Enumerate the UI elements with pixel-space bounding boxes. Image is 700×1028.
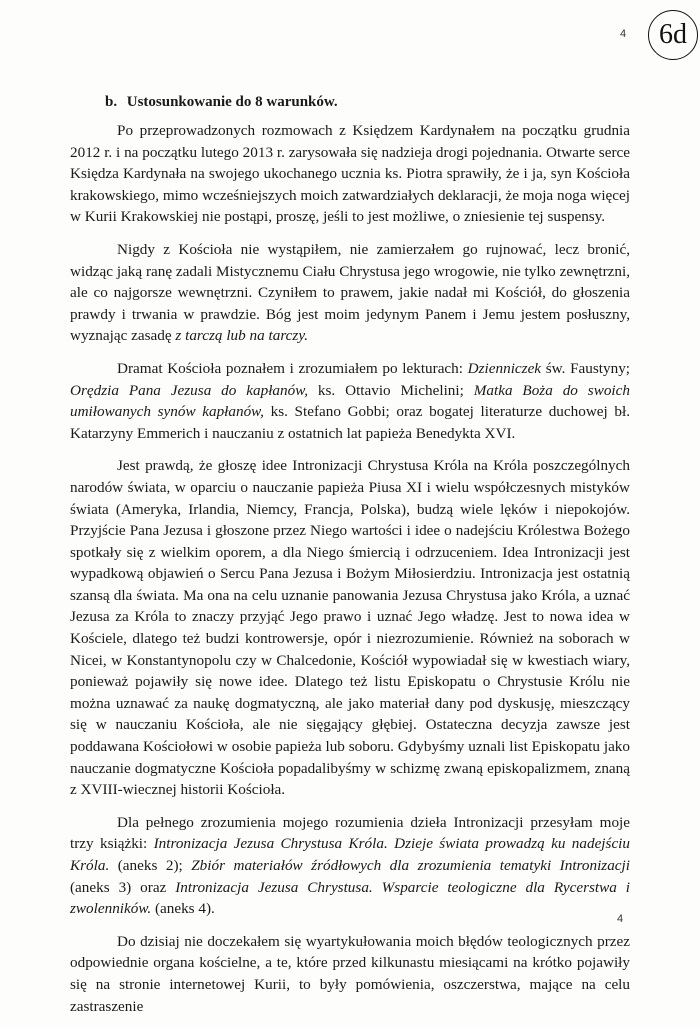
paragraph-readings	[70, 358, 630, 444]
paragraph-text: Dla pełnego zrozumienia mojego rozumienia dzieła Intronizacji przesyłam moje trzy książki:	[70, 813, 630, 853]
paragraph-text: ks. Ottavio Michelini;	[308, 381, 474, 399]
paragraph-never-left-church	[70, 239, 630, 347]
paragraph-text: św. Faustyny;	[541, 359, 631, 377]
italic-title-text: z tarczą lub na tarczy.	[175, 327, 309, 345]
paragraph-text: (aneks 2);	[109, 857, 192, 874]
italic-title-text: Dzienniczek	[467, 359, 542, 377]
circled-stamp-label: 6d	[648, 10, 698, 60]
italic-title-text: Orędzia Pana Jezusa do kapłanów,	[70, 381, 308, 399]
italic-title-text: Intronizacja Jezusa Chrystusa. Wsparcie teologiczne dla Rycerstwa i zwolenników.	[70, 878, 630, 918]
paragraph-text: ks. Stefano Gobbi; oraz bogatej literaturze duchowej bł. Katarzyny Emmerich i nauczaniu z ostatnich lat papieża Benedykta XVI.	[70, 403, 630, 442]
paragraph-text: Jest prawdą, że głoszę idee Intronizacji Chrystusa Króla na Króla poszczególnych narodów świata, w oparciu o nauczanie papieża Piusa XI i wielu współczesnych mistyków świata (Ameryka, Irlandia, Niemcy, Francja, Polska), budzą wiele lęków i niepokojów. Przyjście Pana Jezusa i głoszone przez Niego wartości i idee o nadejściu Królestwa Bożego spotkały się z wielkim oporem, a dla Niego śmiercią i odrzuceniem. Idea Intronizacji jest wypadkową objawień o Sercu Pana Jezusa i Bożym Miłosierdziu. Intronizacja jest ostatnią szansą dla świata. Ma ona na celu uznanie panowania Jezusa Chrystusa jako Króla, a uznać Jezusa za Króla to znaczy przyjąć Jego prawo i uznać Jego władzę. Jest to nowa idea w Kościele, dlatego też budzi kontrowersje, opór i niezrozumienie. Również na soborach w Nicei, w Konstantynopolu czy w Chalcedonie, Kościół wypowiadał się w kwestiach wiary, ponieważ pojawiły się nowe idee. Dlatego też listu Episkopatu o Chrystusie Królu nie można uznawać za naukę dogmatyczną, ale jako materiał dany pod dyskusję, mieszczący się w nauczaniu Kościoła, ale nie sięgający głębiej. Ostateczna decyzja zawsze jest poddawana Kościołowi w osobie papieża lub soboru. Gdybyśmy uznali list Episkopatu jako nauczanie dogmatyczne Kościoła popadalibyśmy w schizmę zwaną episkopalizmem, znaną z XVIII-wiecznej historii Kościoła.	[70, 457, 630, 799]
paragraph-intronization-idea	[70, 455, 630, 801]
paragraph-text: Do dzisiaj nie doczekałem się wyartykułowania moich błędów teologicznych przez odpowiednie organa kościelne, a te, które przed kilkunastu miesiącami na krótko pojawiły się na stronie internetowej Kurii, to były pomówienia, oszczerstwa, mające na celu zastraszenie	[70, 932, 630, 1015]
paragraph-text: Po przeprowadzonych rozmowach z Księdzem Kardynałem na początku grudnia 2012 r. i na początku lutego 2013 r. zarysowała się nadzieja drogi pojednania. Otwarte serce Księdza Kardynała na swojego ukochanego ucznia ks. Piotra sprawiły, że i ja, syn Kościoła krakowskiego, mimo wcześniejszych moich zatwardziałych deklaracji, że moja noga więcej w Kurii Krakowskiej nie postąpi, proszę, jeśli to jest możliwe, o zniesienie tej suspensy.	[70, 122, 630, 226]
paragraph-reconciliation	[70, 120, 630, 228]
header-page-number: 4	[620, 28, 627, 40]
section-heading	[105, 94, 338, 111]
paragraph-text: (aneks 3) oraz	[70, 878, 176, 896]
paragraph-text: Dramat Kościoła poznałem i zrozumiałem po lekturach:	[117, 359, 468, 377]
section-title: Ustosunkowanie do 8 warunków.	[126, 94, 338, 110]
italic-title-text: Zbiór materiałów źródłowych dla zrozumienia tematyki Intronizacji	[191, 857, 630, 874]
italic-title-text: Matka Boża do swoich umiłowanych synów kapłanów,	[70, 381, 630, 421]
italic-title-text: Intronizacja Jezusa Chrystusa Króla. Dzieje świata prowadzą ku nadejściu Króla.	[70, 835, 630, 874]
footer-page-number: 4	[617, 913, 624, 925]
section-label: b.	[105, 94, 118, 110]
paragraph-books-annexes	[70, 812, 630, 920]
document-body	[70, 120, 630, 1028]
paragraph-text: (aneks 4).	[151, 900, 215, 918]
paragraph-theological-errors	[70, 931, 630, 1017]
paragraph-text: Nigdy z Kościoła nie wystąpiłem, nie zamierzałem go rujnować, lecz bronić, widząc jaką ranę zadali Mistycznemu Ciału Chrystusa jego wrogowie, nie tylko zewnętrzni, ale co najgorsze wewnętrzni. Czyniłem to prawem, jakie nadał mi Kościół, do głoszenia prawdy i trwania w prawdzie. Bóg jest moim jedynym Panem i Jemu jestem posłuszny, wyznając zasadę	[70, 240, 630, 345]
